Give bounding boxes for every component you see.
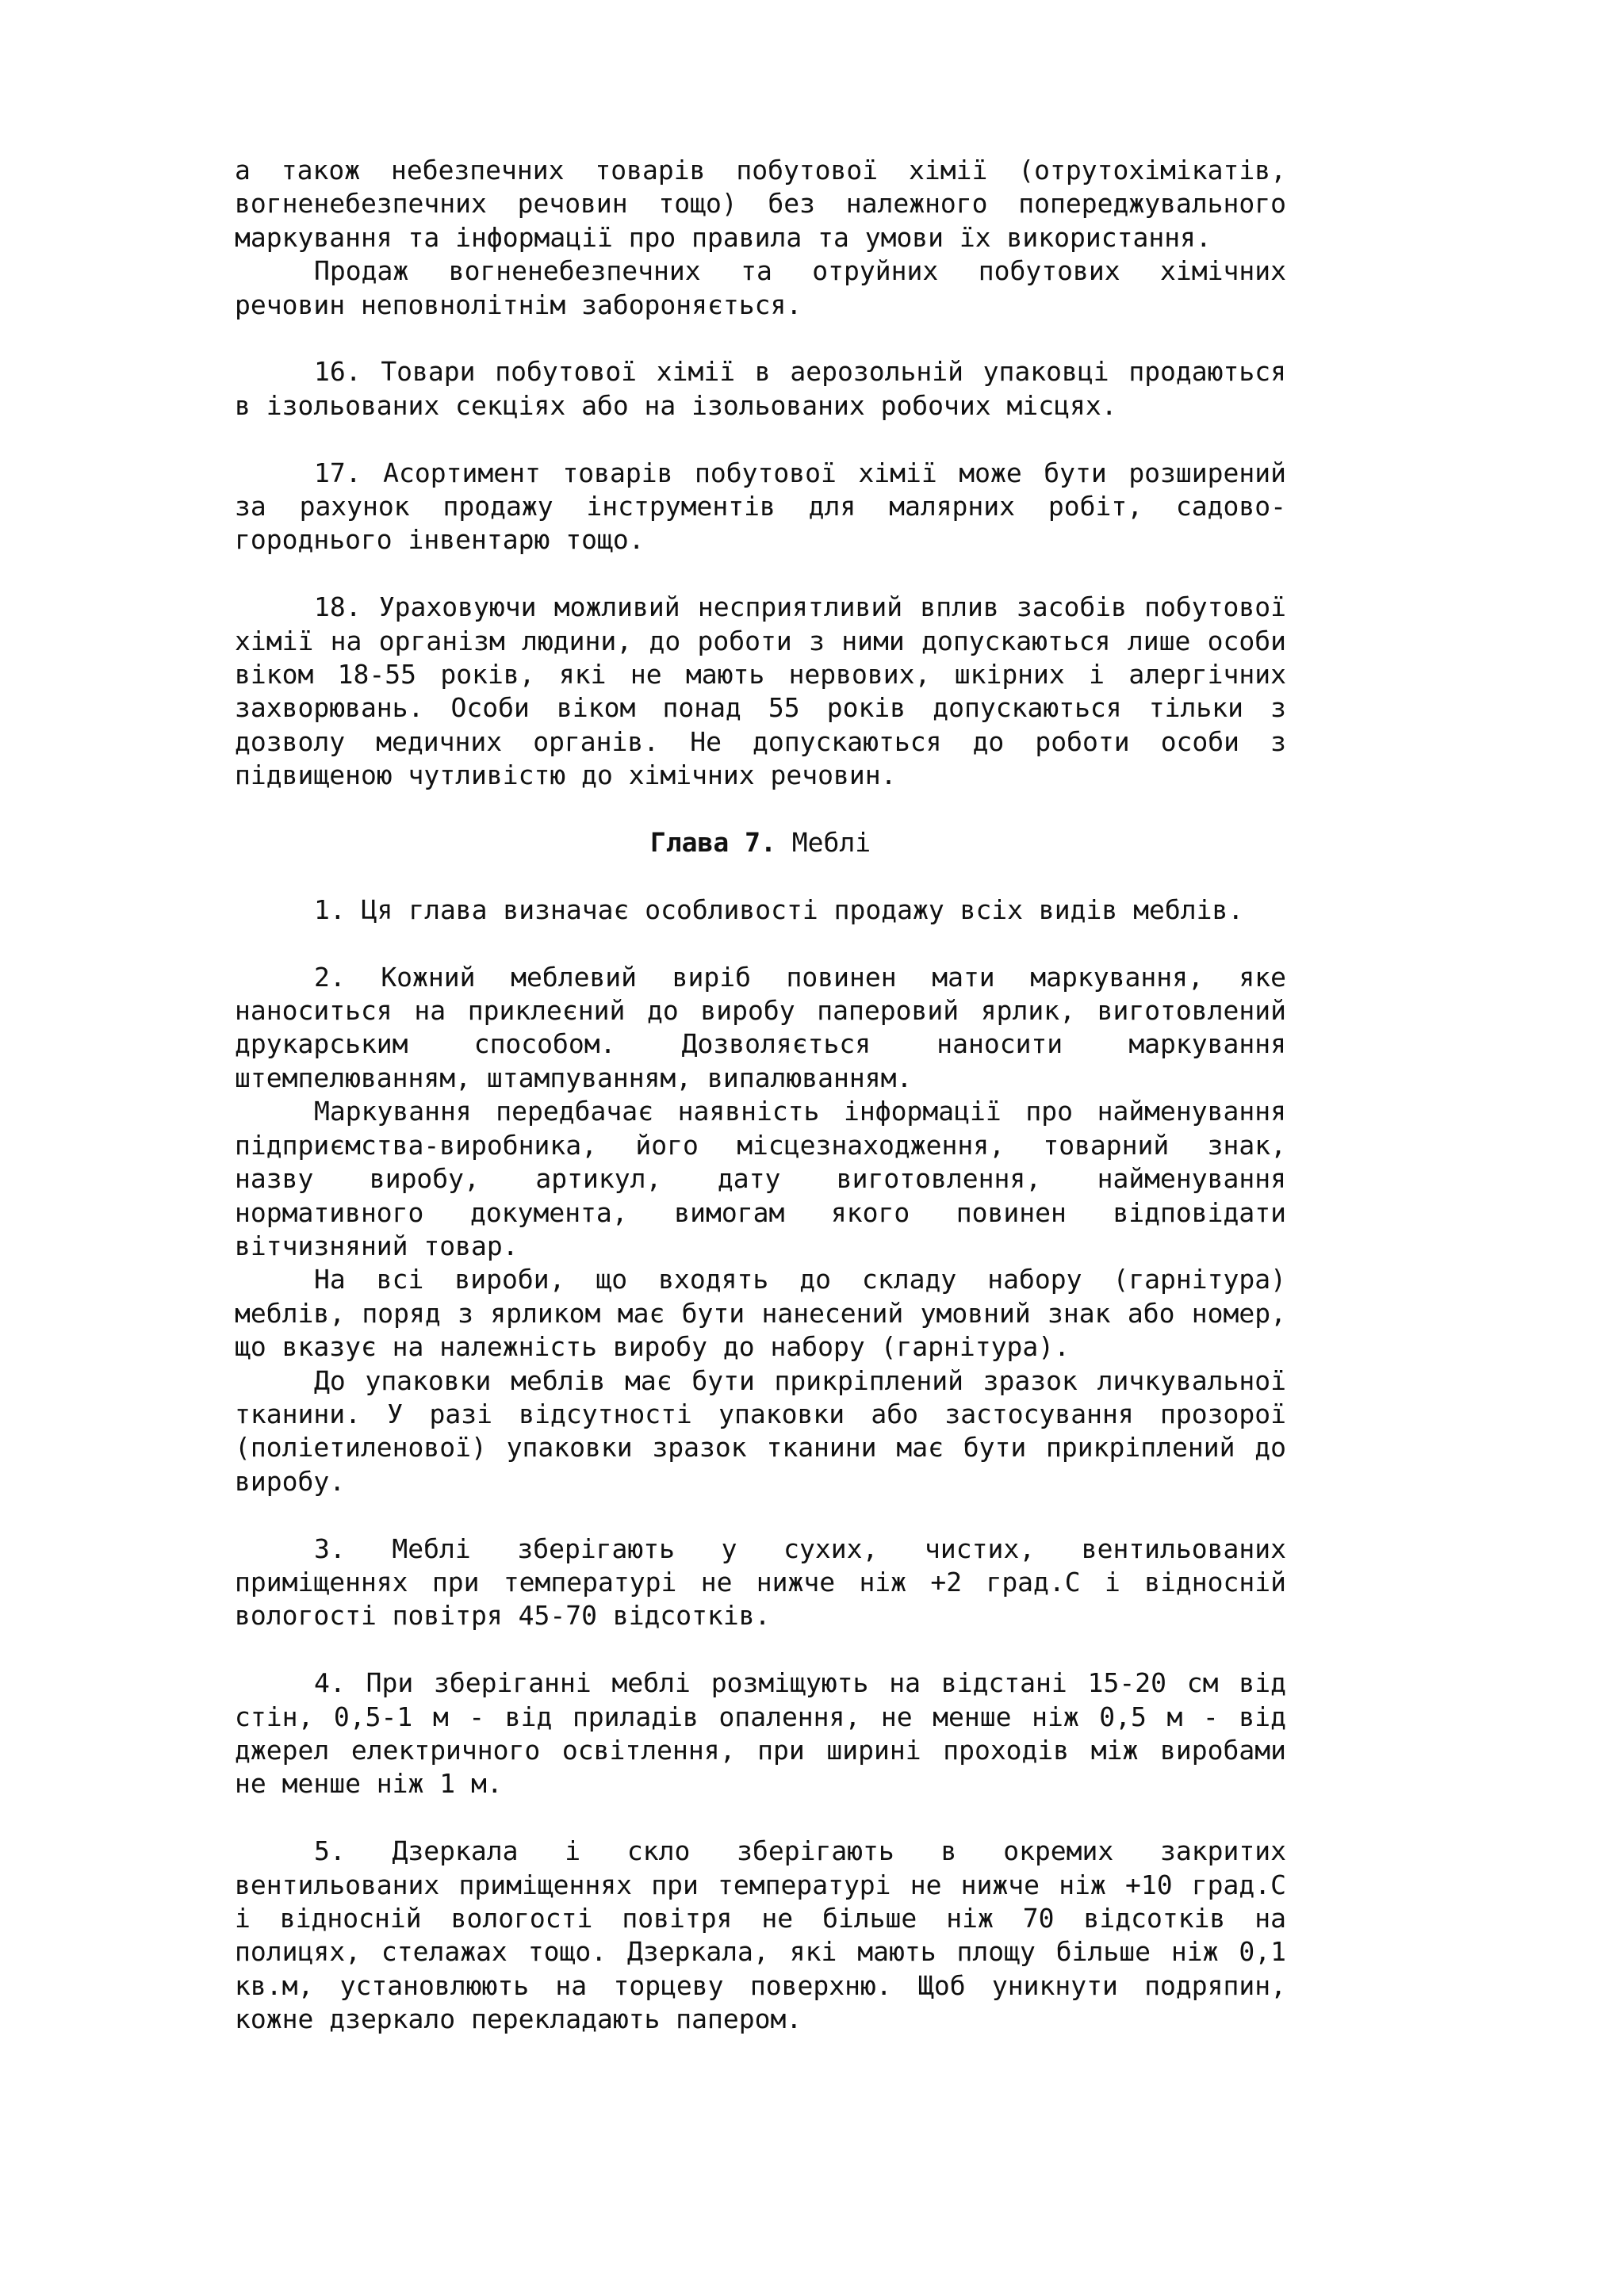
spacer [235, 322, 1286, 355]
chapter-7-paragraph-3: 3. Меблі зберігають у сухих, чистих, вентильованих приміщеннях при температурі не нижче ніж +2 град.С і відносній вологості повітря 45-70 відсотків. [235, 1533, 1286, 1632]
spacer [235, 557, 1286, 591]
spacer [235, 1498, 1286, 1532]
paragraph-18: 18. Ураховуючи можливий несприятливий вплив засобів побутової хімії на організм людини, до роботи з ними допускаються лише особи віком 18-55 років, які не мають нервових, шкірних і алергічних захворювань. Особи віком понад 55 років допускаються тільки з дозволу медичних органів. Не допускаються до роботи особи з підвищеною чутливістю до хімічних речовин. [235, 591, 1286, 791]
paragraph-sale-restriction: Продаж вогненебезпечних та отруйних побутових хімічних речовин неповнолітнім забороняється. [235, 255, 1286, 320]
chapter-7-heading [235, 826, 1286, 859]
chapter-7-paragraph-2-marking: Маркування передбачає наявність інформації про найменування підприємства-виробника, його місцезнаходження, товарний знак, назву виробу, артикул, дату виготовлення, найменування нормативного документа, вимогам якого повинен відповідати вітчизняний товар. [235, 1096, 1286, 1261]
spacer [235, 927, 1286, 960]
chapter-7-paragraph-2-set: На всі вироби, що входять до складу набору (гарнітура) меблів, поряд з ярликом має бути нанесений умовний знак або номер, що вказує на належність виробу до набору (гарнітура). [235, 1264, 1286, 1363]
chapter-7-paragraph-4: 4. При зберіганні меблі розміщують на відстані 15-20 см від стін, 0,5-1 м - від приладів опалення, не менше ніж 0,5 м - від джерел електричного освітлення, при ширині проходів між виробами не менше ніж 1 м. [235, 1667, 1286, 1800]
chapter-7-label: Глава 7. [649, 827, 776, 859]
paragraph-continuation: а також небезпечних товарів побутової хімії (отрутохімікатів, вогненебезпечних речовин тощо) без належного попереджувального маркування та інформації про правила та умови їх використання. [235, 155, 1286, 253]
chapter-7-paragraph-2-fabric: До упаковки меблів має бути прикріплений зразок личкувальної тканини. У разі відсутності упаковки або застосування прозорої (поліетиленової) упаковки зразок тканини має бути прикріплений до виробу. [235, 1364, 1286, 1497]
chapter-7-paragraph-2: 2. Кожний меблевий виріб повинен мати маркування, яке наноситься на приклеєний до виробу паперовий ярлик, виготовлений друкарським способом. Дозволяється наносити маркування штемпелюванням, штампуванням, випалюванням. [235, 961, 1286, 1093]
spacer [235, 1633, 1286, 1667]
chapter-7-paragraph-5: 5. Дзеркала і скло зберігають в окремих закритих вентильованих приміщеннях при температурі не нижче ніж +10 град.С і відносній вологості повітря не більше ніж 70 відсотків на полицях, стелажах тощо. Дзеркала, які мають площу більше ніж 0,1 кв.м, установлюють на торцеву поверхню. Щоб уникнути подряпин, кожне дзеркало перекладають папером. [235, 1835, 1286, 2035]
spacer [235, 423, 1286, 456]
spacer [235, 1801, 1286, 1835]
spacer [235, 793, 1286, 826]
chapter-7-title: Меблі [791, 827, 871, 859]
chapter-7-paragraph-1: 1. Ця глава визначає особливості продажу всіх видів меблів. [314, 894, 1244, 925]
paragraph-16: 16. Товари побутової хімії в аерозольній упаковці продаються в ізольованих секціях або на ізольованих робочих місцях. [235, 356, 1286, 421]
spacer [235, 859, 1286, 893]
paragraph-17: 17. Асортимент товарів побутової хімії може бути розширений за рахунок продажу інструментів для малярних робіт, садово-городнього інвентарю тощо. [235, 457, 1286, 556]
document-body [235, 154, 1286, 2037]
